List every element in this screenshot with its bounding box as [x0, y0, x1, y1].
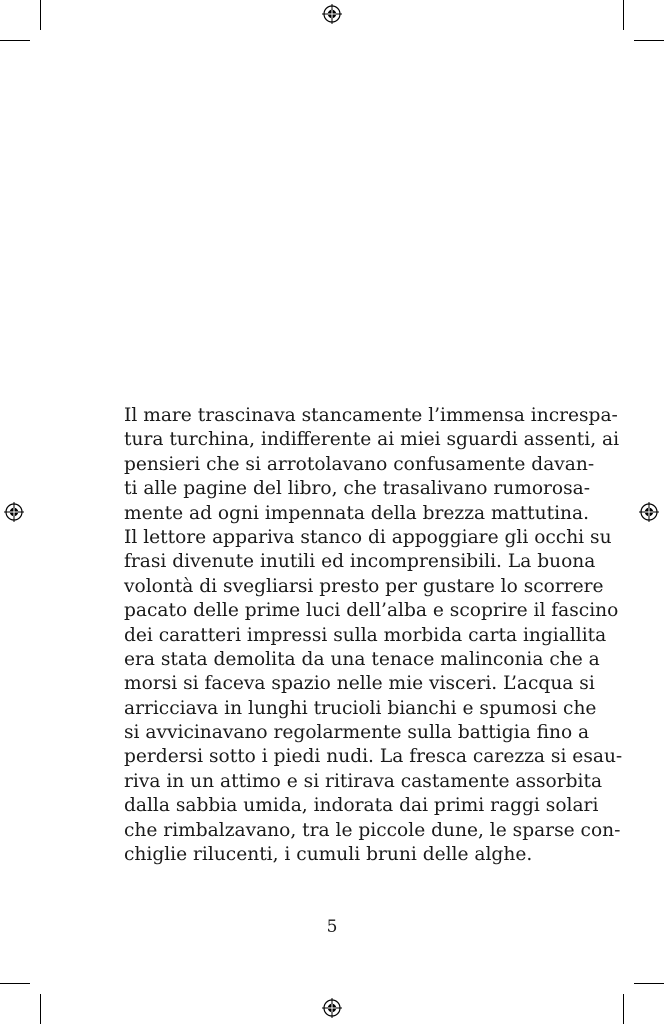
registration-mark-top-icon [322, 4, 342, 24]
body-paragraph [124, 404, 623, 867]
text-line: mente ad ogni impennata della brezza mattutina. [124, 502, 590, 524]
text-line: era stata demolita da una tenace malinconia che a [124, 648, 600, 670]
text-line: pacato delle prime luci dell’alba e scoprire il fascino [124, 600, 619, 622]
text-line: ti alle pagine del libro, che trasalivano rumorosa- [124, 478, 591, 500]
crop-mark-bottom-right-horizontal [634, 983, 664, 984]
crop-mark-top-right-horizontal [634, 40, 664, 41]
text-line: arricciava in lunghi trucioli bianchi e spumosi che [124, 697, 597, 719]
text-line: pensieri che si arrotolavano confusamente davan- [124, 453, 595, 475]
registration-mark-bottom-icon [322, 998, 342, 1018]
crop-mark-top-left-vertical [40, 0, 41, 30]
text-line: dalla sabbia umida, indorata dai primi raggi solari [124, 795, 599, 817]
text-line: si avvicinavano regolarmente sulla battigia fino a [124, 722, 590, 744]
text-line: perdersi sotto i piedi nudi. La fresca carezza si esau- [124, 746, 623, 768]
crop-mark-top-left-horizontal [0, 40, 30, 41]
registration-mark-right-icon [639, 502, 659, 522]
text-line: volontà di svegliarsi presto per gustare lo scorrere [124, 575, 604, 597]
text-line: dei caratteri impressi sulla morbida carta ingiallita [124, 624, 607, 646]
text-line: chiglie rilucenti, i cumuli bruni delle alghe. [124, 844, 533, 866]
text-line: riva in un attimo e si ritirava castamente assorbita [124, 770, 603, 792]
crop-mark-bottom-left-vertical [40, 994, 41, 1024]
crop-mark-bottom-right-vertical [623, 994, 624, 1024]
text-line: Il mare trascinava stancamente l’immensa increspa- [124, 405, 618, 426]
crop-mark-top-right-vertical [623, 0, 624, 30]
crop-mark-bottom-left-horizontal [0, 983, 30, 984]
page-number: 5 [326, 917, 338, 937]
text-line: che rimbalzavano, tra le piccole dune, le sparse con- [124, 819, 621, 841]
text-line: Il lettore appariva stanco di appoggiare gli occhi su [124, 526, 612, 548]
text-line: tura turchina, indifferente ai miei sguardi assenti, ai [124, 429, 620, 451]
text-line: frasi divenute inutili ed incomprensibili. La buona [124, 551, 596, 573]
text-line: morsi si faceva spazio nelle mie visceri. L’acqua si [124, 673, 595, 695]
registration-mark-left-icon [4, 502, 24, 522]
